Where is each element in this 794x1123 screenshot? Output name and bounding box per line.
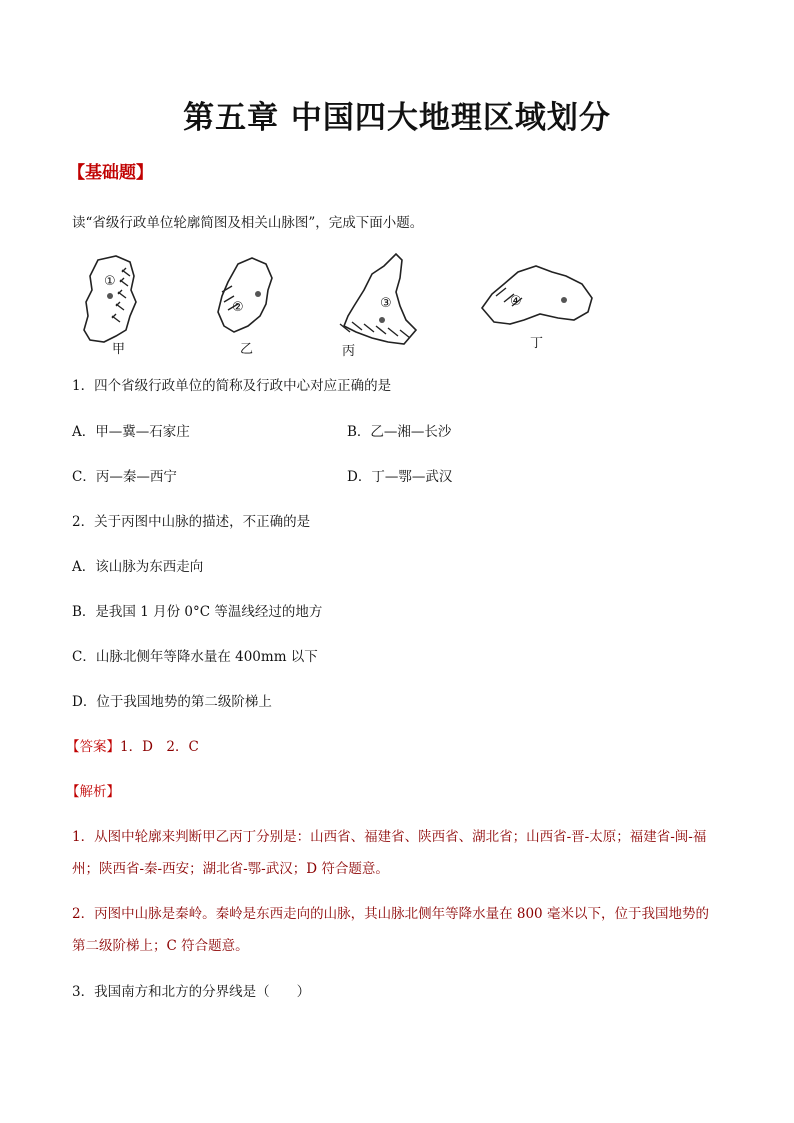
analysis-paragraph-1: 1．从图中轮廓来判断甲乙丙丁分别是：山西省、福建省、陕西省、湖北省；山西省-晋-太原；福建省-闽-福州；陕西省-秦-西安；湖北省-鄂-武汉；D 符合题意。	[72, 829, 707, 877]
map-label-jia: 甲	[112, 342, 126, 357]
map-jia-outline	[76, 250, 156, 350]
map-number-1: ①	[104, 274, 116, 289]
q1-option-a: A．甲—冀—石家庄	[72, 424, 190, 440]
map-label-bing: 丙	[342, 344, 356, 359]
page-title: 第五章 中国四大地理区域划分	[183, 100, 611, 136]
answer-label: 【答案】	[66, 739, 120, 755]
q1-option-b: B．乙—湘—长沙	[347, 424, 452, 440]
map-yi	[208, 250, 288, 357]
q1-stem: 1．四个省级行政单位的简称及行政中心对应正确的是	[72, 378, 392, 394]
map-number-2: ②	[232, 300, 244, 315]
map-yi-outline	[208, 250, 288, 350]
q2-option-a: A．该山脉为东西走向	[72, 559, 204, 575]
analysis-paragraph-2: 2．丙图中山脉是秦岭。秦岭是东西走向的山脉，其山脉北侧年等降水量在 800 毫米以下，位于我国地势的第二级阶梯上；C 符合题意。	[72, 906, 709, 954]
answer-line	[66, 737, 199, 757]
q2-option-c: C．山脉北侧年等降水量在 400mm 以下	[72, 649, 318, 665]
section-tag: 【基础题】	[68, 163, 153, 183]
analysis-label: 【解析】	[66, 784, 120, 800]
answer-text: 1．D 2．C	[120, 739, 199, 755]
q1-option-c: C．丙—秦—西宁	[72, 469, 177, 485]
province-maps-figure	[70, 250, 610, 360]
q2-option-d: D．位于我国地势的第二级阶梯上	[72, 694, 272, 710]
q3-stem: 3．我国南方和北方的分界线是（ ）	[72, 984, 311, 1000]
q2-stem: 2．关于丙图中山脉的描述，不正确的是	[72, 514, 311, 530]
q2-option-b: B．是我国 1 月份 0°C 等温线经过的地方	[72, 604, 323, 620]
q1-option-d: D．丁—鄂—武汉	[347, 469, 453, 485]
map-jia	[76, 250, 156, 357]
map-label-ding: 丁	[530, 336, 544, 351]
map-number-3: ③	[380, 296, 392, 311]
intro-text: 读“省级行政单位轮廓简图及相关山脉图”，完成下面小题。	[72, 215, 424, 231]
map-ding	[474, 250, 604, 350]
map-label-yi: 乙	[240, 342, 254, 357]
map-number-4: ④	[510, 294, 522, 309]
map-bing	[334, 250, 424, 359]
